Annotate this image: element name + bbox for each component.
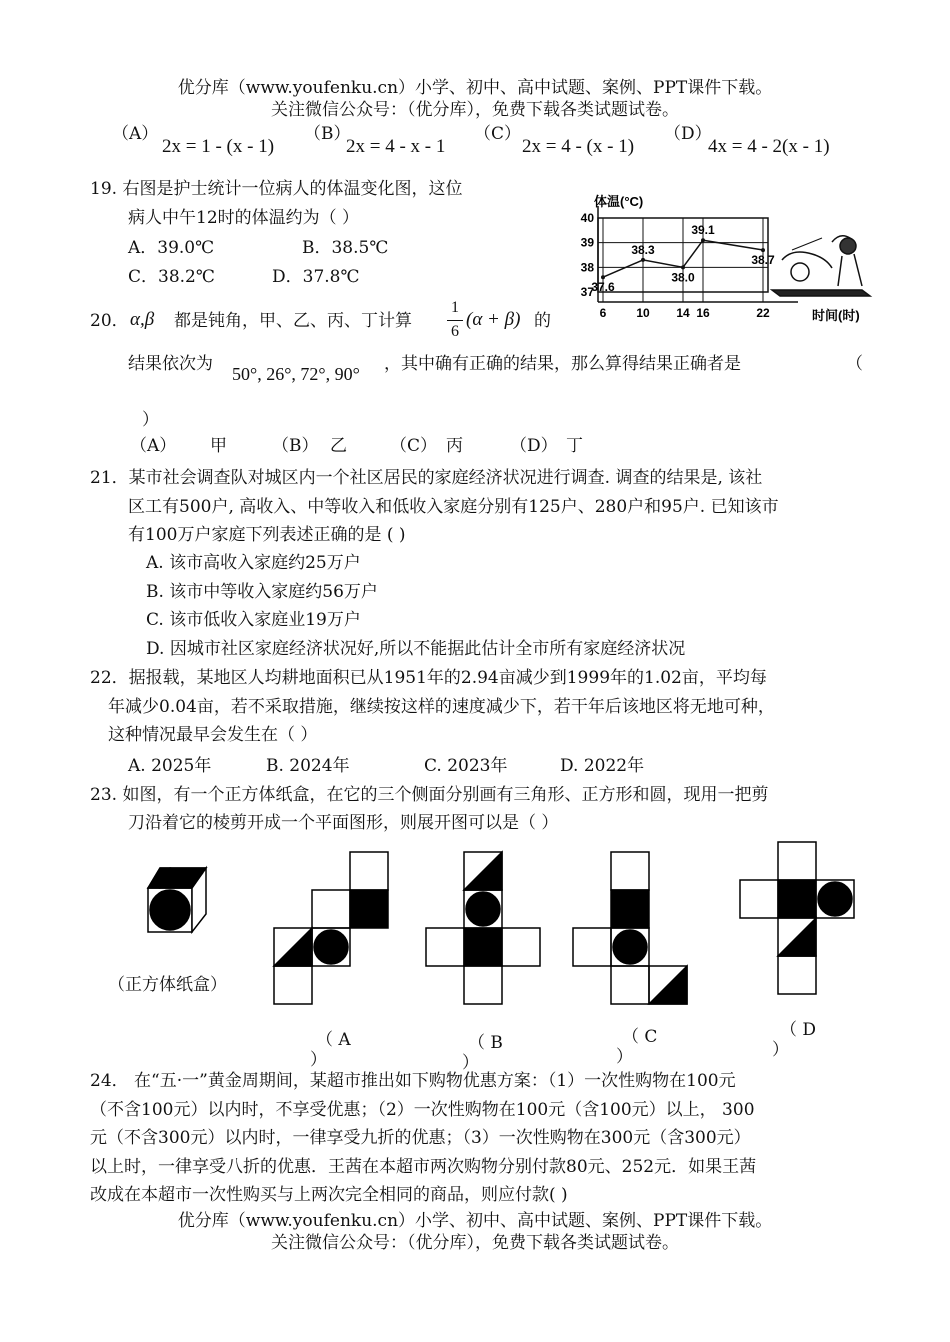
q20-option-b-text: 乙 [330,436,347,456]
q21-line-2: 区工有500户, 高收入、中等收入和低收入家庭分别有125户、280户和95户. 已知该市 [128,497,779,517]
q21-option-a: A. 该市高收入家庭约25万户 [146,553,361,573]
chart-x-tick: 16 [696,306,710,320]
q20-text-1: 都是钝角，甲、乙、丙、丁计算 [174,311,412,331]
net-d-label: （ D [780,1020,817,1040]
q20-text-2: 的 [534,311,551,331]
q22-option-a: A. 2025年 [128,756,212,776]
q18-option-a-label: （A） [112,124,159,144]
chart-y-tick: 37 [580,285,594,299]
net-c [573,852,687,1004]
chart-x-tick: 6 [599,306,607,320]
chart-x-tick: 14 [676,306,690,320]
q21-option-c: C. 该市低收入家庭业19万户 [146,610,361,630]
q20-paren-close: ） [142,410,159,430]
q24-line-4: 以上时，一律享受八折的优惠．王茜在本超市两次购物分别付款80元、252元．如果王茜 [90,1157,757,1177]
q19-line-1: 19. 右图是护士统计一位病人的体温变化图，这位 [90,179,463,199]
net-c-label: （ C [622,1027,658,1047]
q20-option-c-label: （C） [390,436,438,456]
q22-line-2: 年减少0.04亩，若不采取措施，继续按这样的速度减少下，若干年后该地区将无地可种， [108,697,775,717]
chart-point [761,248,765,252]
q20-frac-tail: (α + β) [466,309,521,330]
q23-line-1: 23. 如图，有一个正方体纸盒，在它的三个侧面分别画有三角形、正方形和圆，现用一把剪 [90,785,769,805]
q24-line-5: 改成在本超市一次性购买与上两次完全相同的商品，则应付款( ) [90,1185,568,1205]
header-line-2: 关注微信公众号：（优分库），免费下载各类试题试卷。 [271,100,679,120]
q20-option-a-text: 甲 [210,436,227,456]
chart-data-label: 38.0 [671,270,695,285]
q19-option-d: D．37.8℃ [272,267,360,287]
q20-option-a-label: （A） [130,436,177,456]
q20-option-b-label: （B） [272,436,319,456]
chart-y-tick: 40 [580,211,594,225]
chart-data-label: 38.7 [751,253,775,268]
q19-line-2: 病人中午12时的体温约为（ ） [128,208,360,228]
q20-frac-den: 6 [451,323,459,340]
net-a-close: ） [310,1050,327,1070]
chart-x-tick: 22 [756,306,770,320]
chart-point [601,275,605,279]
q18-option-b-label: （B） [304,124,351,144]
q20-option-d-text: 丁 [566,436,583,456]
cube-figure [148,868,206,932]
q22-option-c: C. 2023年 [424,756,508,776]
q21-option-b: B. 该市中等收入家庭约56万户 [146,582,378,602]
q20-number: 20． [90,311,129,331]
net-b-label: （ B [468,1033,503,1053]
chart-point [681,265,685,269]
header-line-1: 优分库（www.youfenku.cn）小学、初中、高中试题、案例、PPT课件下载。 [177,78,773,98]
q20-option-d-label: （D） [510,436,558,456]
q22-line-1: 22．据报载，某地区人均耕地面积已从1951年的2.94亩减少到1999年的1.02亩，平均每 [90,668,767,688]
chart-data-label: 37.6 [591,280,615,295]
chart-y-tick: 39 [580,235,594,250]
q18-option-c-label: （C） [474,124,522,144]
q22-option-d: D. 2022年 [560,756,645,776]
patient-nurse-illustration [772,236,870,296]
q24-line-1: 24． 在“五·一”黄金周期间，某超市推出如下购物优惠方案：（1）一次性购物在100元 [90,1071,736,1091]
net-d [740,842,854,994]
chart-point [641,258,645,262]
q20-frac-num: 1 [451,299,459,316]
q23-line-2: 刀沿着它的棱剪开成一个平面图形，则展开图可以是（ ） [128,813,559,833]
q18-option-d-label: （D） [664,124,712,144]
chart-data-label: 39.1 [691,223,715,238]
q21-line-1: 21．某市社会调查队对城区内一个社区居民的家庭经济状况进行调查. 调查的结果是, 该社 [90,468,763,488]
q24-line-3: 元（不含300元）以内时，一律享受九折的优惠；（3）一次性购物在300元（含300元） [90,1128,751,1148]
temperature-chart [572,190,882,330]
q19-option-c: C．38.2℃ [128,267,215,287]
net-d-close: ） [772,1040,789,1060]
net-b-close: ） [462,1053,479,1073]
chart-x-ticks [600,306,770,320]
chart-title: 体温(°C) [594,194,644,209]
q20-values: 50°, 26°, 72°, 90° [232,364,360,384]
chart-point [701,238,705,242]
q18-option-c-expr: 2x = 4 - (x - 1) [522,136,635,157]
q18-option-b-expr: 2x = 4 - x - 1 [346,136,446,157]
q20-frac-bar [447,320,463,321]
net-b [426,852,540,1004]
q22-line-3: 这种情况最早会发生在（ ） [108,725,318,745]
net-c-close: ） [616,1047,633,1067]
q18-option-a-expr: 2x = 1 - (x - 1) [162,136,275,157]
chart-y-tick: 38 [580,260,594,275]
q19-option-b: B．38.5℃ [302,238,389,258]
q18-option-d-expr: 4x = 4 - 2(x - 1) [708,136,830,157]
q20-vars: α,β [130,309,155,330]
footer-line-1: 优分库（www.youfenku.cn）小学、初中、高中试题、案例、PPT课件下载。 [177,1211,773,1231]
cube-caption: （正方体纸盒） [108,975,227,995]
chart-data-label: 38.3 [631,242,655,257]
net-a-label: （ A [316,1030,351,1050]
q21-option-d: D. 因城市社区家庭经济状况好,所以不能据此估计全市所有家庭经济状况 [146,639,686,659]
q22-option-b: B. 2024年 [266,756,350,776]
q20-line-2b: ，其中确有正确的结果，那么算得结果正确者是 [384,354,741,374]
chart-x-tick: 10 [636,306,650,320]
chart-xlabel: 时间(时) [812,308,860,323]
q20-option-c-text: 丙 [446,436,463,456]
q19-option-a: A．39.0℃ [128,238,215,258]
q21-line-3: 有100万户家庭下列表述正确的是 ( ) [128,525,406,545]
q20-line-2a: 结果依次为 [128,354,213,374]
q24-line-2: （不含100元）以内时，不享受优惠；（2）一次性购物在100元（含100元）以上， 300 [90,1100,755,1120]
q20-paren-open: （ [846,354,863,374]
net-a [274,852,388,1004]
footer-line-2: 关注微信公众号：（优分库），免费下载各类试题试卷。 [271,1233,679,1253]
